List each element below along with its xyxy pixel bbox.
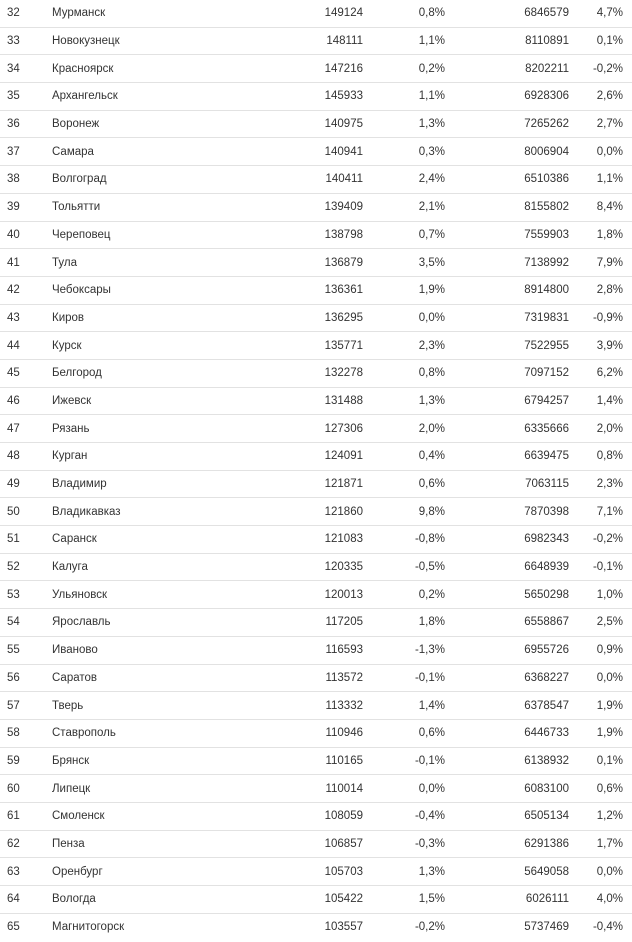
table-row (0, 775, 632, 803)
value-cell: 8202211 (445, 55, 569, 83)
rank-cell: 32 (0, 0, 52, 27)
value-change-cell: -0,1% (569, 553, 632, 581)
value-change-cell: 1,8% (569, 221, 632, 249)
value-cell: 6846579 (445, 0, 569, 27)
value-change-cell: 2,7% (569, 110, 632, 138)
population-change-cell: 9,8% (363, 498, 445, 526)
value-change-cell: 2,5% (569, 609, 632, 637)
population-cell: 113332 (267, 692, 363, 720)
population-change-cell: 0,2% (363, 55, 445, 83)
table-row (0, 719, 632, 747)
value-cell: 6083100 (445, 775, 569, 803)
rank-cell: 58 (0, 719, 52, 747)
rank-cell: 41 (0, 249, 52, 277)
population-change-cell: 1,3% (363, 387, 445, 415)
city-name-cell: Оренбург (52, 858, 267, 886)
population-cell: 108059 (267, 802, 363, 830)
city-name-cell: Белгород (52, 359, 267, 387)
city-name-cell: Владикавказ (52, 498, 267, 526)
population-cell: 140411 (267, 166, 363, 194)
value-change-cell: 3,9% (569, 332, 632, 360)
value-change-cell: 0,0% (569, 664, 632, 692)
rank-cell: 34 (0, 55, 52, 83)
population-change-cell: 2,0% (363, 415, 445, 443)
population-change-cell: 0,6% (363, 470, 445, 498)
table-row (0, 166, 632, 194)
population-cell: 127306 (267, 415, 363, 443)
value-change-cell: -0,4% (592, 921, 623, 934)
city-name-cell: Архангельск (52, 83, 267, 111)
value-cell: 6505134 (445, 802, 569, 830)
value-cell: 7138992 (445, 249, 569, 277)
rank-cell: 48 (0, 443, 52, 471)
population-change-cell: -0,1% (363, 664, 445, 692)
table-row (0, 886, 632, 914)
table-row (0, 83, 632, 111)
population-cell: 131488 (267, 387, 363, 415)
city-name-cell: Вологда (52, 886, 267, 914)
rank-cell: 43 (0, 304, 52, 332)
population-change-cell: 0,8% (363, 0, 445, 27)
city-name-cell: Ярославль (52, 609, 267, 637)
population-cell: 110946 (267, 719, 363, 747)
value-change-cell: 1,4% (569, 387, 632, 415)
city-name-cell: Саратов (52, 664, 267, 692)
population-change-cell: 0,2% (363, 581, 445, 609)
table-row (0, 27, 632, 55)
value-change-cell: 0,1% (569, 27, 632, 55)
population-change-cell: 0,8% (363, 359, 445, 387)
table-row (0, 0, 632, 27)
table-row (0, 636, 632, 664)
value-change-cell: 0,1% (569, 747, 632, 775)
population-change-cell: 2,4% (363, 166, 445, 194)
value-change-cell: 1,0% (569, 581, 632, 609)
table-row (0, 304, 632, 332)
rank-cell: 59 (0, 747, 52, 775)
value-change-cell: 7,9% (569, 249, 632, 277)
value-cell: 5649058 (445, 858, 569, 886)
population-cell: 113572 (267, 664, 363, 692)
city-name-cell: Иваново (52, 636, 267, 664)
population-cell: 120335 (267, 553, 363, 581)
rank-cell: 46 (0, 387, 52, 415)
rank-cell: 38 (0, 166, 52, 194)
value-change-cell: 1,2% (569, 802, 632, 830)
population-cell: 136879 (267, 249, 363, 277)
population-change-cell: 2,3% (363, 332, 445, 360)
table-row (0, 387, 632, 415)
city-name-cell: Мурманск (52, 0, 267, 27)
population-cell: 121871 (267, 470, 363, 498)
value-change-cell: 2,0% (569, 415, 632, 443)
table-row (0, 858, 632, 886)
value-cell: 7870398 (445, 498, 569, 526)
population-cell: 121083 (267, 526, 363, 554)
value-change-cell: 1,9% (569, 719, 632, 747)
value-cell: 6510386 (445, 166, 569, 194)
table-row (0, 443, 632, 471)
value-change-cell: 1,7% (569, 830, 632, 858)
population-cell: 136295 (267, 304, 363, 332)
table-row (0, 553, 632, 581)
value-cell: 5737469 (524, 921, 569, 934)
population-cell: 149124 (267, 0, 363, 27)
table-row (0, 664, 632, 692)
city-name-cell: Липецк (52, 775, 267, 803)
table-row (0, 332, 632, 360)
value-cell: 6138932 (445, 747, 569, 775)
city-name-cell: Ижевск (52, 387, 267, 415)
rank-cell: 55 (0, 636, 52, 664)
rank-cell: 65 (7, 921, 20, 934)
value-change-cell: 0,8% (569, 443, 632, 471)
population-change-cell: 0,6% (363, 719, 445, 747)
city-name-cell: Ставрополь (52, 719, 267, 747)
value-change-cell: 4,0% (569, 886, 632, 914)
rank-cell: 33 (0, 27, 52, 55)
population-cell: 132278 (267, 359, 363, 387)
table-row (0, 359, 632, 387)
city-name-cell: Ульяновск (52, 581, 267, 609)
rank-cell: 56 (0, 664, 52, 692)
city-name-cell: Саранск (52, 526, 267, 554)
table-row (0, 110, 632, 138)
population-change-cell: -0,8% (363, 526, 445, 554)
table-row (0, 913, 632, 940)
value-cell: 6446733 (445, 719, 569, 747)
rank-cell: 63 (0, 858, 52, 886)
city-name-cell: Тольятти (52, 193, 267, 221)
population-change-cell: 0,0% (363, 775, 445, 803)
value-cell: 5650298 (445, 581, 569, 609)
value-cell: 6648939 (445, 553, 569, 581)
table-row (0, 55, 632, 83)
rank-cell: 40 (0, 221, 52, 249)
value-change-cell: -0,2% (569, 55, 632, 83)
population-change-cell: 1,4% (363, 692, 445, 720)
city-name-cell: Брянск (52, 747, 267, 775)
value-change-cell: 2,8% (569, 276, 632, 304)
population-change-cell: -0,5% (363, 553, 445, 581)
city-name-cell: Рязань (52, 415, 267, 443)
population-cell: 110014 (267, 775, 363, 803)
city-name-cell: Череповец (52, 221, 267, 249)
population-cell: 138798 (267, 221, 363, 249)
city-name-cell: Смоленск (52, 802, 267, 830)
value-cell: 8155802 (445, 193, 569, 221)
population-change-cell: -0,4% (363, 802, 445, 830)
population-change-cell: 2,1% (363, 193, 445, 221)
table-row (0, 470, 632, 498)
value-cell: 7522955 (445, 332, 569, 360)
population-change-cell: 1,3% (363, 858, 445, 886)
value-cell: 6639475 (445, 443, 569, 471)
value-cell: 7559903 (445, 221, 569, 249)
city-name-cell: Тверь (52, 692, 267, 720)
value-change-cell: 7,1% (569, 498, 632, 526)
rank-cell: 57 (0, 692, 52, 720)
value-change-cell: 2,3% (569, 470, 632, 498)
rank-cell: 37 (0, 138, 52, 166)
city-name-cell: Самара (52, 138, 267, 166)
value-cell: 8006904 (445, 138, 569, 166)
population-cell: 120013 (267, 581, 363, 609)
value-cell: 6794257 (445, 387, 569, 415)
value-change-cell: 4,7% (569, 0, 632, 27)
rank-cell: 35 (0, 83, 52, 111)
rank-cell: 50 (0, 498, 52, 526)
population-cell: 140941 (267, 138, 363, 166)
population-change-cell: 0,3% (363, 138, 445, 166)
population-cell: 139409 (267, 193, 363, 221)
table-row (0, 276, 632, 304)
population-change-cell: 1,9% (363, 276, 445, 304)
rank-cell: 52 (0, 553, 52, 581)
population-change-cell: 1,1% (363, 27, 445, 55)
value-cell: 6291386 (445, 830, 569, 858)
city-name-cell: Красноярск (52, 55, 267, 83)
population-cell: 105703 (267, 858, 363, 886)
value-change-cell: 0,0% (569, 858, 632, 886)
value-cell: 7063115 (445, 470, 569, 498)
population-change-cell: 0,0% (363, 304, 445, 332)
rank-cell: 60 (0, 775, 52, 803)
rank-cell: 42 (0, 276, 52, 304)
value-cell: 6928306 (445, 83, 569, 111)
city-name-cell: Новокузнецк (52, 27, 267, 55)
population-cell: 116593 (267, 636, 363, 664)
population-cell: 140975 (267, 110, 363, 138)
table-row (0, 138, 632, 166)
value-cell: 7097152 (445, 359, 569, 387)
table-row (0, 193, 632, 221)
rank-cell: 36 (0, 110, 52, 138)
population-cell: 148111 (267, 27, 363, 55)
value-cell: 6378547 (445, 692, 569, 720)
rank-cell: 62 (0, 830, 52, 858)
city-name-cell: Курск (52, 332, 267, 360)
rank-cell: 47 (0, 415, 52, 443)
population-change-cell: 0,4% (363, 443, 445, 471)
value-cell: 6335666 (445, 415, 569, 443)
rank-cell: 61 (0, 802, 52, 830)
rank-cell: 64 (0, 886, 52, 914)
value-cell: 6558867 (445, 609, 569, 637)
rank-cell: 51 (0, 526, 52, 554)
population-cell: 117205 (267, 609, 363, 637)
table-row (0, 221, 632, 249)
rank-cell: 53 (0, 581, 52, 609)
population-change-cell: 1,1% (363, 83, 445, 111)
city-name-cell: Магнитогорск (52, 921, 125, 934)
rank-cell: 49 (0, 470, 52, 498)
population-cell: 105422 (267, 886, 363, 914)
population-cell: 147216 (267, 55, 363, 83)
city-name-cell: Воронеж (52, 110, 267, 138)
city-name-cell: Тула (52, 249, 267, 277)
table-row (0, 498, 632, 526)
population-cell: 106857 (267, 830, 363, 858)
table-row (0, 830, 632, 858)
city-name-cell: Чебоксары (52, 276, 267, 304)
value-cell: 7319831 (445, 304, 569, 332)
population-change-cell: -0,2% (414, 921, 445, 934)
value-cell: 6982343 (445, 526, 569, 554)
population-change-cell: 1,5% (363, 886, 445, 914)
rank-cell: 45 (0, 359, 52, 387)
population-cell: 124091 (267, 443, 363, 471)
value-cell: 6368227 (445, 664, 569, 692)
value-cell: 8914800 (445, 276, 569, 304)
table-row (0, 415, 632, 443)
population-change-cell: 0,7% (363, 221, 445, 249)
value-change-cell: 6,2% (569, 359, 632, 387)
city-name-cell: Пенза (52, 830, 267, 858)
table-row (0, 692, 632, 720)
population-change-cell: 1,3% (363, 110, 445, 138)
value-cell: 6955726 (445, 636, 569, 664)
table-row (0, 747, 632, 775)
value-change-cell: 1,1% (569, 166, 632, 194)
value-change-cell: 1,9% (569, 692, 632, 720)
table-row (0, 802, 632, 830)
value-cell: 7265262 (445, 110, 569, 138)
population-cell: 103557 (324, 921, 363, 934)
city-name-cell: Волгоград (52, 166, 267, 194)
table-row (0, 526, 632, 554)
table-row (0, 609, 632, 637)
population-cell: 121860 (267, 498, 363, 526)
rank-cell: 44 (0, 332, 52, 360)
population-cell: 110165 (267, 747, 363, 775)
table-row (0, 581, 632, 609)
value-change-cell: -0,9% (569, 304, 632, 332)
city-name-cell: Калуга (52, 553, 267, 581)
rank-cell: 39 (0, 193, 52, 221)
value-change-cell: 0,9% (569, 636, 632, 664)
value-change-cell: 0,6% (569, 775, 632, 803)
rank-cell: 54 (0, 609, 52, 637)
value-change-cell: -0,2% (569, 526, 632, 554)
population-change-cell: -1,3% (363, 636, 445, 664)
value-cell: 8110891 (445, 27, 569, 55)
value-change-cell: 2,6% (569, 83, 632, 111)
population-cell: 135771 (267, 332, 363, 360)
population-change-cell: -0,3% (363, 830, 445, 858)
city-name-cell: Курган (52, 443, 267, 471)
population-cell: 136361 (267, 276, 363, 304)
table-row (0, 249, 632, 277)
population-change-cell: -0,1% (363, 747, 445, 775)
value-change-cell: 0,0% (569, 138, 632, 166)
population-change-cell: 3,5% (363, 249, 445, 277)
value-cell: 6026111 (445, 886, 569, 914)
population-cell: 145933 (267, 83, 363, 111)
city-name-cell: Киров (52, 304, 267, 332)
population-change-cell: 1,8% (363, 609, 445, 637)
value-change-cell: 8,4% (569, 193, 632, 221)
city-name-cell: Владимир (52, 470, 267, 498)
